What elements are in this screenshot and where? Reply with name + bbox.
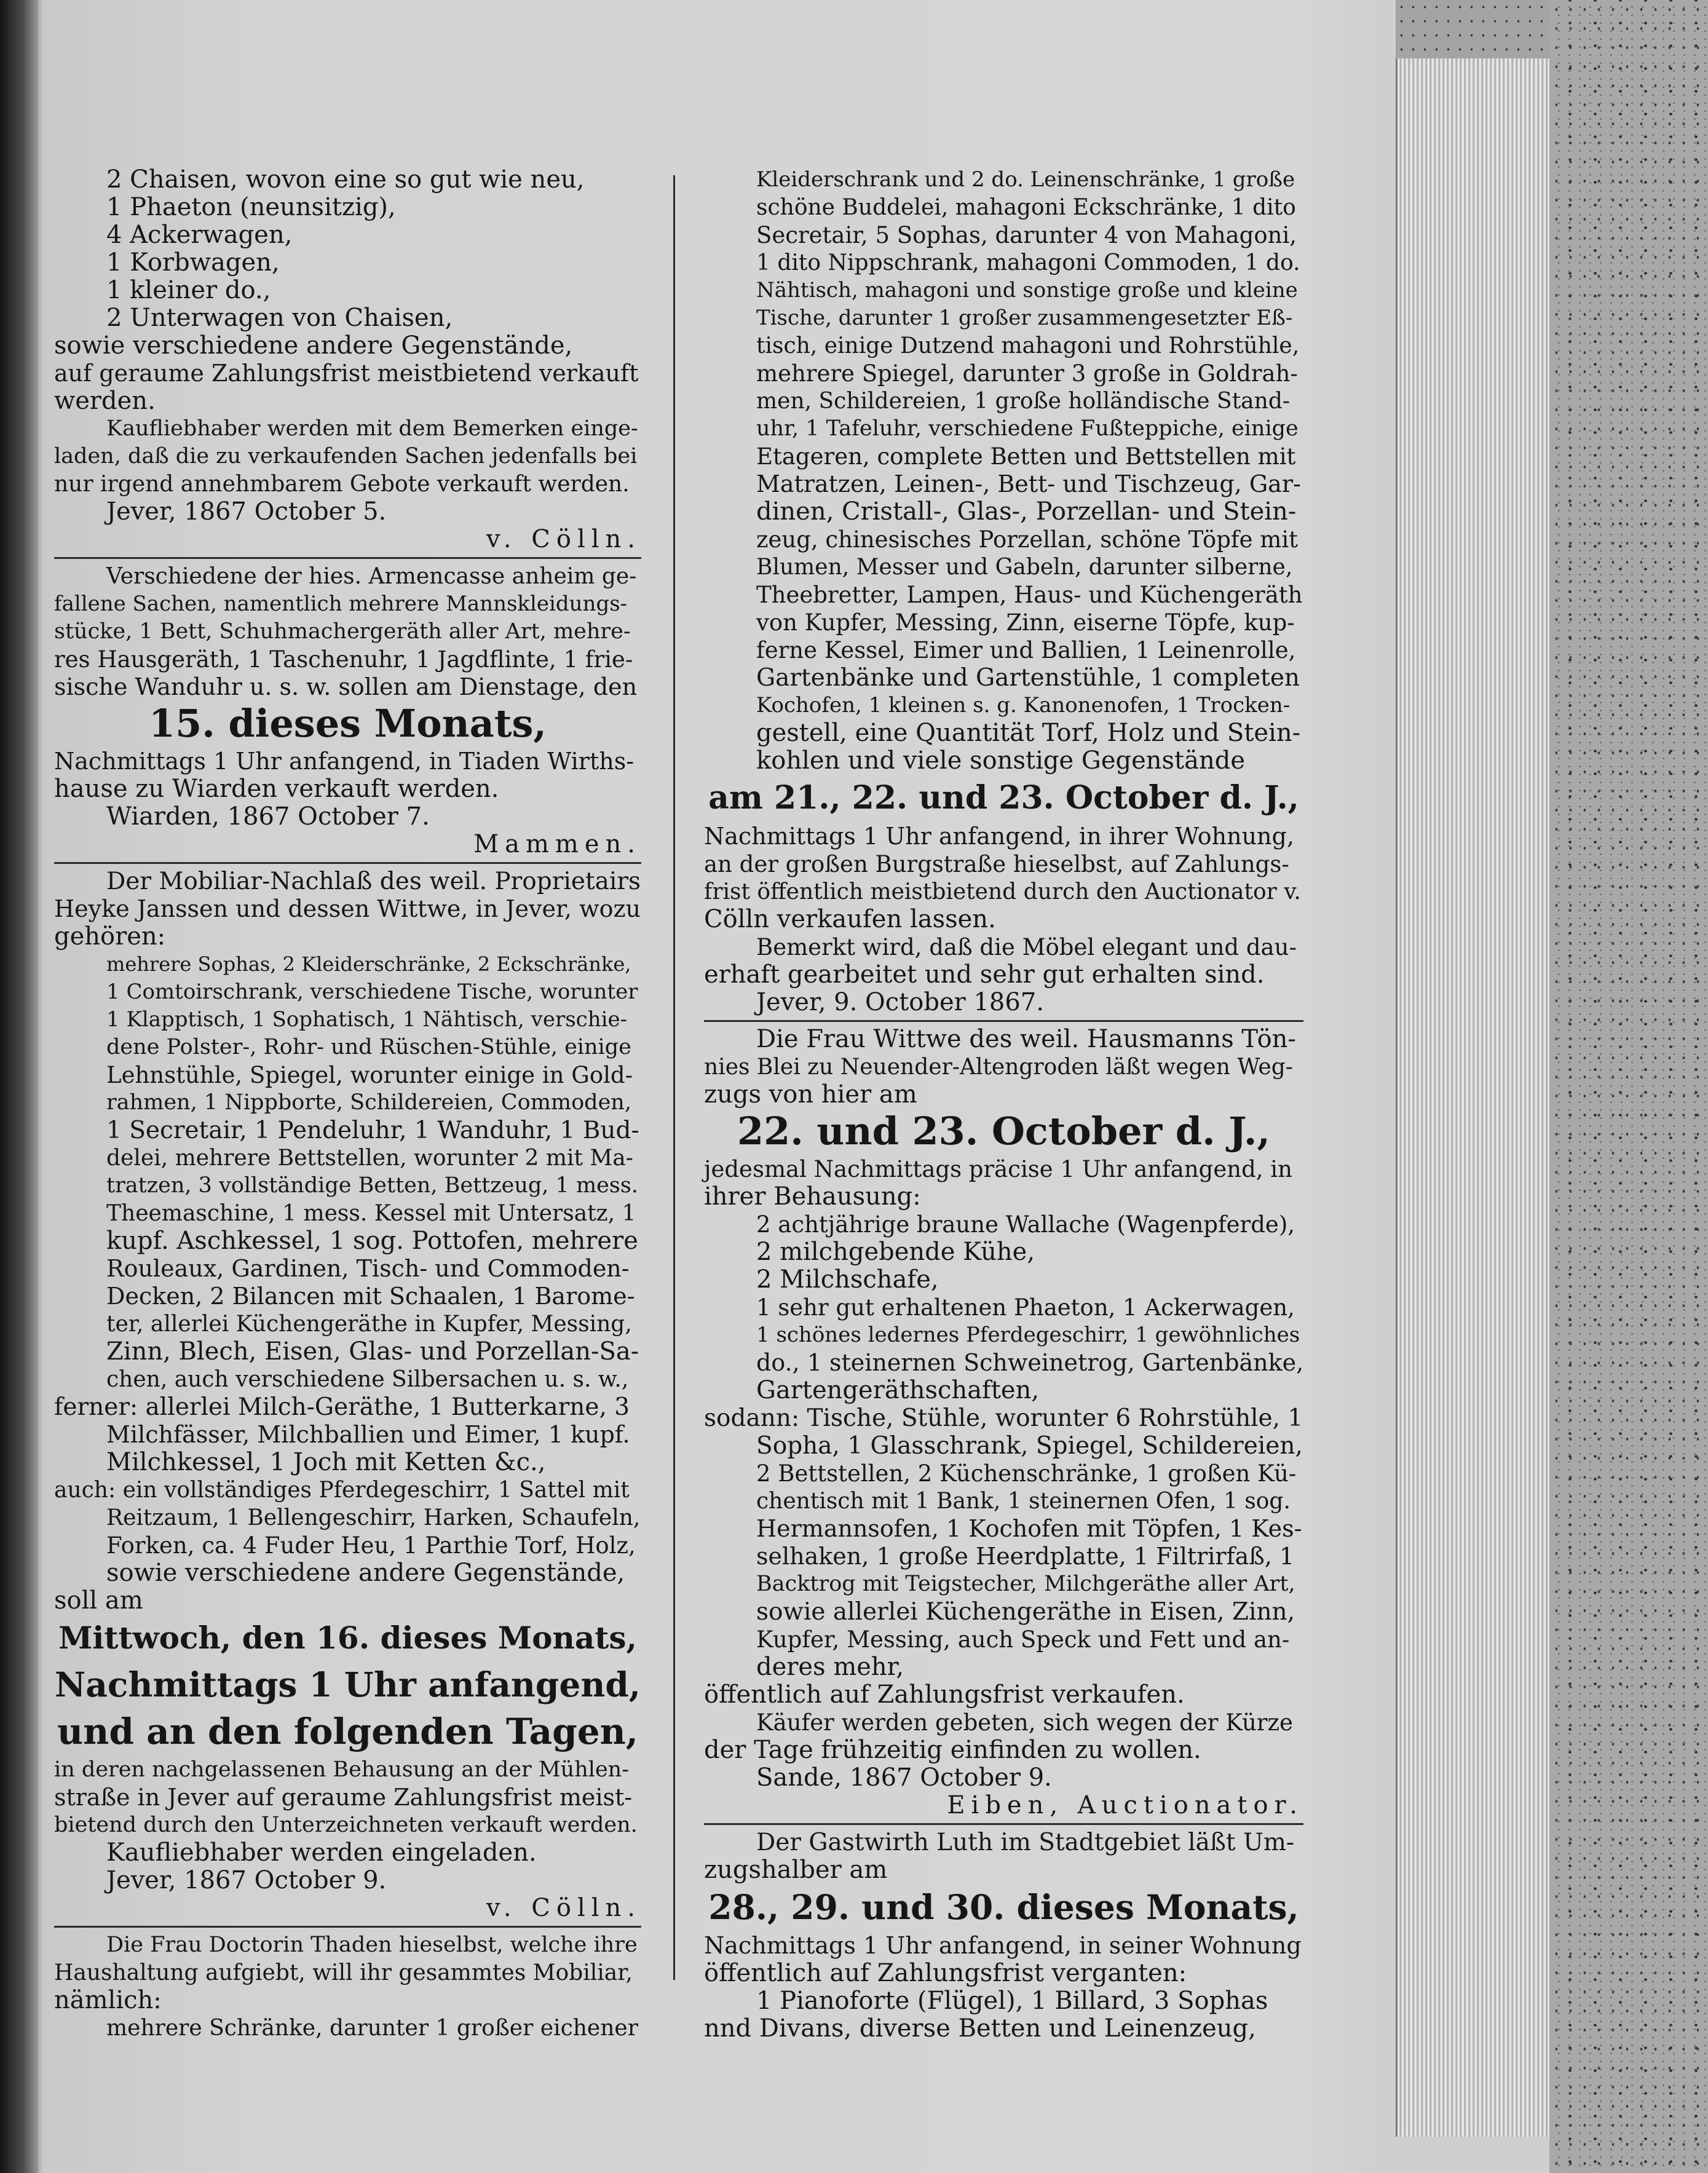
text-line: Milchfässer, Milchballien und Eimer, 1 kupf. bbox=[106, 1421, 630, 1448]
text-line: hause zu Wiarden verkauft werden. bbox=[54, 775, 499, 803]
text-line: Kaufliebhaber werden eingeladen. bbox=[106, 1839, 537, 1867]
text-line: frist öffentlich meistbietend durch den Auctionator v. bbox=[704, 879, 1301, 904]
list-item: schöne Buddelei, mahagoni Eckschränke, 1 dito bbox=[756, 195, 1296, 220]
text-line: Der Mobiliar-Nachlaß des weil. Proprietairs bbox=[106, 868, 641, 895]
list-item: Lehnstühle, Spiegel, worunter einige in Gold- bbox=[106, 1062, 633, 1088]
list-item: 1 Comtoirschrank, verschiedene Tische, worunter bbox=[106, 980, 638, 1004]
list-item: Etageren, complete Betten und Bettstellen mit bbox=[756, 443, 1296, 470]
list-item: kohlen und viele sonstige Gegenstände bbox=[756, 746, 1246, 775]
text-line: der Tage frühzeitig einfinden zu wollen. bbox=[704, 1736, 1201, 1764]
text-line: straße in Jever auf geraume Zahlungsfrist meist- bbox=[54, 1784, 633, 1811]
page-edges bbox=[1396, 58, 1551, 2137]
text-line: öffentlich auf Zahlungsfrist verkaufen. bbox=[704, 1680, 1185, 1709]
text-line: sowie allerlei Küchengeräthe in Eisen, Zinn, bbox=[756, 1598, 1295, 1626]
text-line: laden, daß die zu verkaufenden Sachen jedenfalls bei bbox=[54, 444, 638, 469]
text-line: bietend durch den Unterzeichneten verkauft werden. bbox=[54, 1813, 638, 1837]
text-line: ferner: allerlei Milch-Geräthe, 1 Butterkarne, 3 bbox=[54, 1393, 630, 1421]
text-line: Reitzaum, 1 Bellengeschirr, Harken, Schaufeln, bbox=[106, 1505, 641, 1530]
list-item: 1 sehr gut erhaltenen Phaeton, 1 Ackerwagen, bbox=[756, 1294, 1295, 1321]
text-line: ihrer Behausung: bbox=[704, 1182, 921, 1211]
place-date: Jever, 1867 October 9. bbox=[106, 1866, 387, 1894]
ad-separator bbox=[54, 1926, 641, 1928]
text-line: 1 Phaeton (neunsitzig), bbox=[106, 193, 396, 221]
text-line: Cölln verkaufen lassen. bbox=[704, 905, 996, 933]
list-item: Matratzen, Leinen-, Bett- und Tischzeug, Gar- bbox=[756, 470, 1301, 497]
text-line: öffentlich auf Zahlungsfrist verganten: bbox=[704, 1959, 1187, 1987]
list-item: gestell, eine Quantität Torf, Holz und Stein- bbox=[756, 719, 1301, 747]
list-item: 1 schönes ledernes Pferdegeschirr, 1 gewöhnliches bbox=[756, 1323, 1300, 1347]
text-line: Die Frau Wittwe des weil. Hausmanns Tön- bbox=[756, 1025, 1296, 1053]
ad-separator bbox=[704, 1823, 1303, 1825]
list-item: men, Schildereien, 1 große holländische Stand- bbox=[756, 389, 1291, 414]
list-item: tratzen, 3 vollständige Betten, Bettzeug, 1 mess. bbox=[106, 1173, 638, 1198]
list-item: 2 milchgebende Kühe, bbox=[756, 1238, 1035, 1266]
list-item: delei, mehrere Bettstellen, worunter 2 mit Ma- bbox=[106, 1146, 633, 1171]
list-item: 1 Klapptisch, 1 Sophatisch, 1 Nähtisch, verschie- bbox=[106, 1007, 628, 1032]
list-item: Decken, 2 Bilancen mit Schaalen, 1 Barome- bbox=[106, 1283, 635, 1310]
place-date: Jever, 9. October 1867. bbox=[756, 988, 1044, 1016]
text-line: 1 kleiner do., bbox=[106, 276, 271, 304]
ad4-continued-list bbox=[704, 166, 1303, 775]
text-line: Verschiedene der hies. Armencasse anheim ge- bbox=[106, 564, 637, 589]
list-item: Gartengeräthschaften, bbox=[756, 1376, 1040, 1404]
text-line: stücke, 1 Bett, Schuhmachergeräth aller Art, mehre- bbox=[54, 619, 631, 644]
list-item: ferne Kessel, Eimer und Ballien, 1 Leinenrolle, bbox=[756, 637, 1296, 663]
list-item: 2 achtjährige braune Wallache (Wagenpferde), bbox=[756, 1211, 1295, 1238]
text-line: sodann: Tische, Stühle, worunter 6 Rohrstühle, 1 bbox=[704, 1404, 1303, 1432]
text-line: Heyke Janssen und dessen Wittwe, in Jever, wozu bbox=[54, 895, 641, 922]
subheading: und an den folgenden Tagen, bbox=[57, 1711, 638, 1752]
list-item: zeug, chinesisches Porzellan, schöne Töpfe mit bbox=[756, 526, 1299, 553]
ad-separator bbox=[704, 1020, 1303, 1022]
text-line: Backtrog mit Teigstecher, Milchgeräthe aller Art, bbox=[756, 1572, 1295, 1596]
list-item: mehrere Schränke, darunter 1 großer eichener bbox=[106, 2016, 638, 2041]
list-item: Rouleaux, Gardinen, Tisch- und Commoden- bbox=[106, 1255, 630, 1282]
text-line: Nachmittags 1 Uhr anfangend, in seiner Wohnung bbox=[704, 1932, 1302, 1959]
text-line: erhaft gearbeitet und sehr gut erhalten sind. bbox=[704, 960, 1265, 989]
text-line: zugs von hier am bbox=[704, 1080, 917, 1109]
text-line: Der Gastwirth Luth im Stadtgebiet läßt Um- bbox=[756, 1829, 1295, 1856]
text-line: auf geraume Zahlungsfrist meistbietend verkauft bbox=[54, 360, 639, 387]
ad5-item-list bbox=[704, 1211, 1303, 1404]
list-item: Secretair, 5 Sophas, darunter 4 von Mahagoni, bbox=[756, 222, 1297, 248]
list-item: kupf. Aschkessel, 1 sog. Pottofen, mehrere bbox=[106, 1227, 638, 1255]
list-item: Theemaschine, 1 mess. Kessel mit Untersatz, 1 bbox=[106, 1201, 636, 1226]
text-line: sowie verschiedene andere Gegenstände, bbox=[106, 1559, 625, 1587]
signature: Eiben, Auctionator. bbox=[947, 1791, 1303, 1819]
text-line: jedesmal Nachmittags präcise 1 Uhr anfangend, in bbox=[704, 1156, 1292, 1182]
list-item: 1 Pianoforte (Flügel), 1 Billard, 3 Sophas bbox=[756, 1987, 1268, 2015]
list-item: Theebretter, Lampen, Haus- und Küchengeräth bbox=[756, 582, 1303, 608]
list-item: chen, auch verschiedene Silbersachen u. s. w., bbox=[106, 1367, 629, 1392]
text-line: 1 Korbwagen, bbox=[106, 248, 280, 277]
text-line: Kupfer, Messing, auch Speck und Fett und an- bbox=[756, 1626, 1290, 1653]
text-line: Hermannsofen, 1 Kochofen mit Töpfen, 1 Kes- bbox=[756, 1515, 1302, 1542]
text-line: chentisch mit 1 Bank, 1 steinernen Ofen, 1 sog. bbox=[756, 1489, 1291, 1514]
list-item: nnd Divans, diverse Betten und Leinenzeug, bbox=[704, 2014, 1256, 2043]
left-column bbox=[54, 166, 641, 2042]
date-heading: Mittwoch, den 16. dieses Monats, bbox=[58, 1620, 637, 1656]
column-rule bbox=[673, 175, 675, 1980]
text-line: nur irgend annehmbarem Gebote verkauft werden. bbox=[54, 472, 630, 497]
text-line: Käufer werden gebeten, sich wegen der Kürze bbox=[756, 1709, 1293, 1736]
text-line: sische Wanduhr u. s. w. sollen am Dienstage, den bbox=[54, 673, 638, 700]
text-line: 4 Ackerwagen, bbox=[106, 221, 293, 249]
text-line: Nachmittags 1 Uhr anfangend, in ihrer Wohnung, bbox=[704, 823, 1294, 850]
list-item: Nähtisch, mahagoni und sonstige große und kleine bbox=[756, 278, 1298, 303]
list-item: Kleiderschrank und 2 do. Leinenschränke, 1 große bbox=[756, 167, 1295, 192]
text-line: in deren nachgelassenen Behausung an der Mühlen- bbox=[54, 1757, 630, 1782]
list-item: Zinn, Blech, Eisen, Glas- und Porzellan-Sa- bbox=[106, 1337, 639, 1366]
text-line: deres mehr, bbox=[756, 1653, 904, 1681]
time-heading: Nachmittags 1 Uhr anfangend, bbox=[55, 1664, 641, 1704]
text-line: sowie verschiedene andere Gegenstände, bbox=[54, 331, 573, 360]
ad1-lot-list bbox=[54, 166, 641, 332]
text-line: Haushaltung aufgiebt, will ihr gesammtes Mobiliar, bbox=[54, 1960, 633, 1985]
list-item: rahmen, 1 Nippborte, Schildereien, Commoden, bbox=[106, 1090, 631, 1115]
text-line: an der großen Burgstraße hieselbst, auf Zahlungs- bbox=[704, 851, 1289, 877]
text-line: Nachmittags 1 Uhr anfangend, in Tiaden Wirths- bbox=[54, 748, 635, 775]
list-item: 1 Secretair, 1 Pendeluhr, 1 Wanduhr, 1 Bud- bbox=[106, 1117, 639, 1144]
date-heading: 28., 29. und 30. dieses Monats, bbox=[708, 1887, 1299, 1927]
text-line: 2 Unterwagen von Chaisen, bbox=[106, 304, 453, 332]
text-line: zugshalber am bbox=[704, 1856, 888, 1884]
date-heading: 22. und 23. October d. J., bbox=[737, 1109, 1270, 1154]
text-line: auch: ein vollständiges Pferdegeschirr, 1 Sattel mit bbox=[54, 1478, 630, 1503]
ad3-item-list bbox=[54, 951, 641, 1393]
text-line: Kaufliebhaber werden mit dem Bemerken einge- bbox=[106, 416, 638, 441]
signature: v. Cölln. bbox=[486, 525, 641, 553]
place-date: Sande, 1867 October 9. bbox=[756, 1763, 1052, 1792]
date-heading: 15. dieses Monats, bbox=[148, 701, 547, 746]
text-line: res Hausgeräth, 1 Taschenuhr, 1 Jagdflinte, 1 frie- bbox=[54, 646, 633, 673]
list-item: Blumen, Messer und Gabeln, darunter silberne, bbox=[756, 555, 1293, 580]
date-heading: am 21., 22. und 23. October d. J., bbox=[708, 779, 1299, 817]
text-line: 2 Chaisen, wovon eine so gut wie neu, bbox=[106, 165, 585, 194]
text-line: Bemerkt wird, daß die Möbel elegant und dau- bbox=[756, 934, 1297, 960]
book-gutter bbox=[0, 0, 38, 2173]
text-line: nämlich: bbox=[54, 1986, 162, 2014]
list-item: dinen, Cristall-, Glas-, Porzellan- und Stein- bbox=[756, 497, 1297, 526]
list-item: do., 1 steinernen Schweinetrog, Gartenbänke, bbox=[756, 1349, 1304, 1376]
list-item: Kochofen, 1 kleinen s. g. Kanonenofen, 1 Trocken- bbox=[756, 693, 1291, 718]
list-item: mehrere Spiegel, darunter 3 große in Goldrah- bbox=[756, 360, 1298, 387]
text-line: werden. bbox=[54, 387, 156, 415]
text-line: Die Frau Doctorin Thaden hieselbst, welche ihre bbox=[106, 1933, 638, 1957]
signature: v. Cölln. bbox=[486, 1894, 641, 1922]
place-date: Wiarden, 1867 October 7. bbox=[106, 802, 430, 831]
speckled-book-cover bbox=[1549, 0, 1708, 2173]
list-item: Gartenbänke und Gartenstühle, 1 completen bbox=[756, 664, 1300, 692]
text-line: gehören: bbox=[54, 922, 166, 951]
list-item: Tische, darunter 1 großer zusammengesetzter Eß- bbox=[756, 306, 1293, 330]
list-item: ter, allerlei Küchengeräthe in Kupfer, Messing, bbox=[106, 1312, 632, 1337]
text-line: Forken, ca. 4 Fuder Heu, 1 Parthie Torf, Holz, bbox=[106, 1532, 636, 1559]
text-line: 2 Bettstellen, 2 Küchenschränke, 1 großen Kü- bbox=[756, 1460, 1297, 1487]
list-item: mehrere Sophas, 2 Kleiderschränke, 2 Eckschränke, bbox=[106, 952, 631, 976]
text-line: Sopha, 1 Glasschrank, Spiegel, Schildereien, bbox=[756, 1432, 1303, 1460]
list-item: dene Polster-, Rohr- und Rüschen-Stühle, einige bbox=[106, 1035, 631, 1059]
text-line: Milchkessel, 1 Joch mit Ketten &c., bbox=[106, 1448, 546, 1476]
list-item: von Kupfer, Messing, Zinn, eiserne Töpfe, kup- bbox=[756, 609, 1295, 636]
list-item: uhr, 1 Tafeluhr, verschiedene Fußteppiche, einige bbox=[756, 416, 1299, 441]
list-item: tisch, einige Dutzend mahagoni und Rohrstühle, bbox=[756, 333, 1300, 358]
right-column bbox=[704, 166, 1303, 2043]
list-item: 1 dito Nippschrank, mahagoni Commoden, 1 do. bbox=[756, 250, 1300, 275]
signature: Mammen. bbox=[473, 830, 641, 858]
ad-separator bbox=[54, 862, 641, 864]
ad-separator bbox=[54, 557, 641, 559]
text-line: nies Blei zu Neuender-Altengroden läßt wegen Weg- bbox=[704, 1055, 1293, 1080]
text-line: fallene Sachen, namentlich mehrere Mannskleidungs- bbox=[54, 592, 628, 616]
list-item: 2 Milchschafe, bbox=[756, 1265, 939, 1294]
text-line: soll am bbox=[54, 1586, 143, 1615]
text-line: selhaken, 1 große Heerdplatte, 1 Filtrirfaß, 1 bbox=[756, 1543, 1295, 1570]
place-date: Jever, 1867 October 5. bbox=[106, 497, 387, 526]
